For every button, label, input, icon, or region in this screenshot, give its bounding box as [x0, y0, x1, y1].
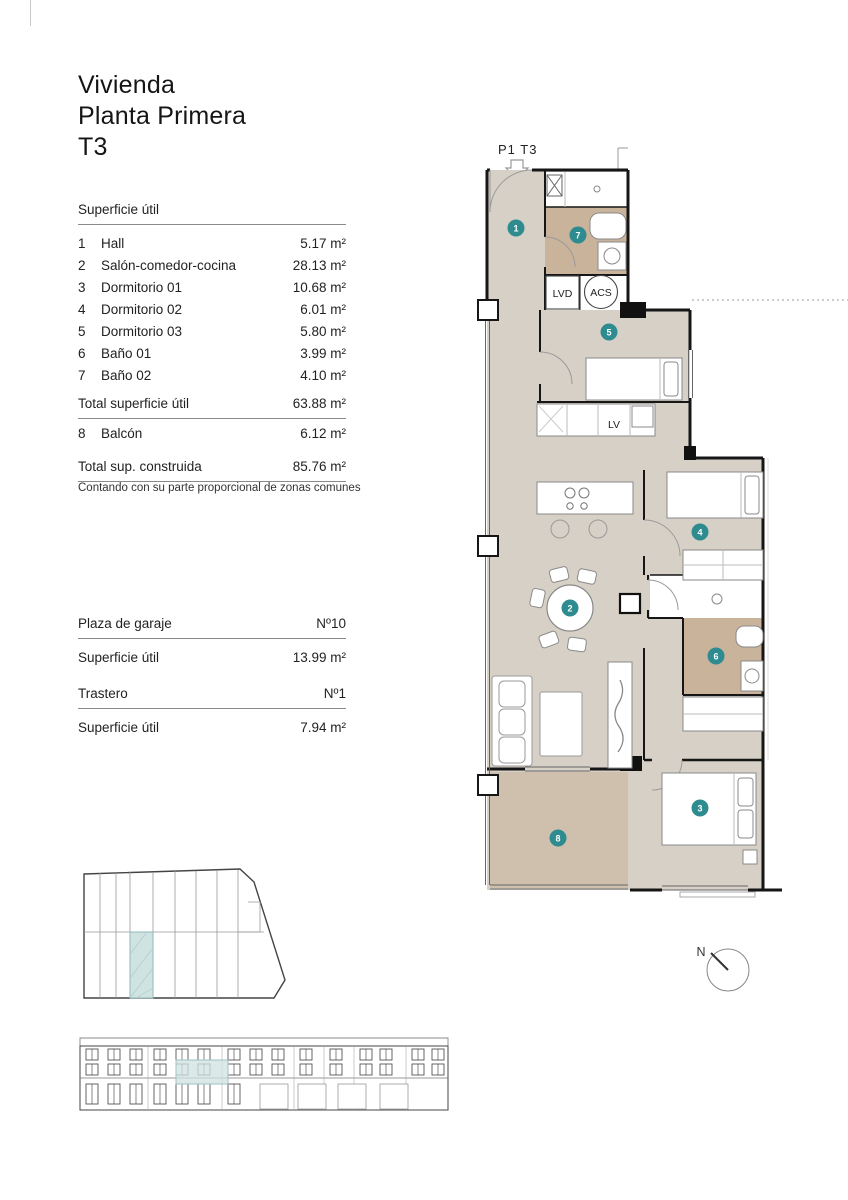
- parapet-line: [80, 1038, 448, 1046]
- total-util-value: 63.88 m²: [292, 396, 346, 411]
- row-label: Hall: [101, 236, 125, 251]
- row-label: Dormitorio 01: [101, 280, 183, 295]
- building-elevation: [72, 1032, 457, 1122]
- north-compass: [696, 945, 749, 991]
- table-row: [78, 236, 346, 251]
- table-row: [78, 346, 346, 361]
- storage-title: Trastero: [78, 686, 128, 701]
- row-value: 4.10 m²: [300, 368, 346, 383]
- common-zones-note: Contando con su parte proporcional de zonas comunes: [78, 482, 361, 494]
- sofa: [492, 676, 532, 766]
- highlighted-unit: [130, 932, 153, 998]
- room-badge-1: [508, 220, 525, 237]
- bedroom-03-furniture: [586, 358, 682, 400]
- tv-unit: [608, 662, 632, 768]
- svg-text:1: 1: [513, 223, 519, 234]
- svg-text:2: 2: [567, 603, 573, 614]
- table-row: [78, 302, 346, 317]
- svg-text:7: 7: [575, 230, 581, 241]
- garage-title: Plaza de garaje: [78, 616, 172, 631]
- lvd-label: LVD: [552, 288, 573, 300]
- row-num: 2: [78, 258, 86, 273]
- garage-header: [78, 616, 346, 639]
- total-built-row: [78, 459, 346, 482]
- garage-area-row: [78, 650, 346, 665]
- room-badge-2: [562, 600, 579, 617]
- row-num: 3: [78, 280, 86, 295]
- acs-label: ACS: [590, 287, 612, 299]
- title-line-2: Planta Primera: [78, 102, 247, 130]
- row-num: 8: [78, 426, 86, 441]
- svg-text:8: 8: [555, 833, 561, 844]
- balcony-row: [78, 426, 346, 441]
- row-label: Salón-comedor-cocina: [101, 258, 237, 273]
- row-num: 6: [78, 346, 86, 361]
- storage-number: Nº1: [323, 686, 346, 701]
- total-built-label: Total sup. construida: [78, 459, 202, 474]
- storage-area-value: 7.94 m²: [300, 720, 346, 735]
- row-label: Balcón: [101, 426, 143, 441]
- kitchen-counter: [537, 404, 655, 436]
- garage-area-value: 13.99 m²: [292, 650, 346, 665]
- key-plan: [78, 862, 293, 1007]
- bathtub: [590, 213, 626, 239]
- row-num: 1: [78, 236, 86, 251]
- table-row: [78, 368, 346, 383]
- svg-text:5: 5: [606, 327, 612, 338]
- floor-plan: [470, 140, 848, 1040]
- bathtub: [736, 626, 763, 647]
- storage-area-row: [78, 720, 346, 735]
- coffee-table: [540, 692, 582, 756]
- row-value: 6.01 m²: [300, 302, 346, 317]
- svg-text:4: 4: [697, 527, 703, 538]
- row-value: 10.68 m²: [292, 280, 346, 295]
- nightstand: [743, 850, 757, 864]
- washbasin: [598, 242, 626, 270]
- page-title: [78, 70, 246, 163]
- row-num: 5: [78, 324, 86, 339]
- title-line-3: T3: [78, 133, 108, 161]
- table-row: [78, 258, 346, 273]
- north-label: N: [696, 945, 706, 959]
- bathroom-1-upper: [650, 575, 763, 618]
- row-num: 4: [78, 302, 86, 317]
- total-util-row: [78, 396, 346, 419]
- washbasin: [741, 661, 763, 691]
- table-row: [78, 280, 346, 295]
- row-value: 5.80 m²: [300, 324, 346, 339]
- storage-header: [78, 686, 346, 709]
- row-label: Dormitorio 02: [101, 302, 183, 317]
- row-value: 5.17 m²: [300, 236, 346, 251]
- svg-text:3: 3: [697, 803, 703, 814]
- highlighted-apartment: [176, 1060, 228, 1084]
- row-num: 7: [78, 368, 86, 383]
- room-badge-7: [570, 227, 587, 244]
- dishwasher-label: LV: [607, 419, 621, 431]
- room-badge-4: [692, 524, 709, 541]
- total-built-value: 85.76 m²: [292, 459, 346, 474]
- row-value: 3.99 m²: [300, 346, 346, 361]
- table-row: [78, 324, 346, 339]
- svg-text:6: 6: [713, 651, 719, 662]
- title-line-1: Vivienda: [78, 71, 176, 99]
- area-table-header: [78, 202, 346, 225]
- row-label: Dormitorio 03: [101, 324, 183, 339]
- row-label: Baño 01: [101, 346, 152, 361]
- room-badge-6: [708, 648, 725, 665]
- unit-label: P1 T3: [498, 142, 538, 157]
- crop-mark: [30, 0, 31, 26]
- area-table-header-label: Superficie útil: [78, 202, 160, 217]
- row-label: Baño 02: [101, 368, 152, 383]
- garage-number: Nº10: [316, 616, 346, 631]
- storage-area-label: Superficie útil: [78, 720, 160, 735]
- room-badge-5: [601, 324, 618, 341]
- total-util-label: Total superficie útil: [78, 396, 190, 411]
- room-badge-8: [550, 830, 567, 847]
- room-badge-3: [692, 800, 709, 817]
- row-value: 28.13 m²: [292, 258, 346, 273]
- row-value: 6.12 m²: [300, 426, 346, 441]
- garage-area-label: Superficie útil: [78, 650, 160, 665]
- site-outline: [84, 869, 285, 998]
